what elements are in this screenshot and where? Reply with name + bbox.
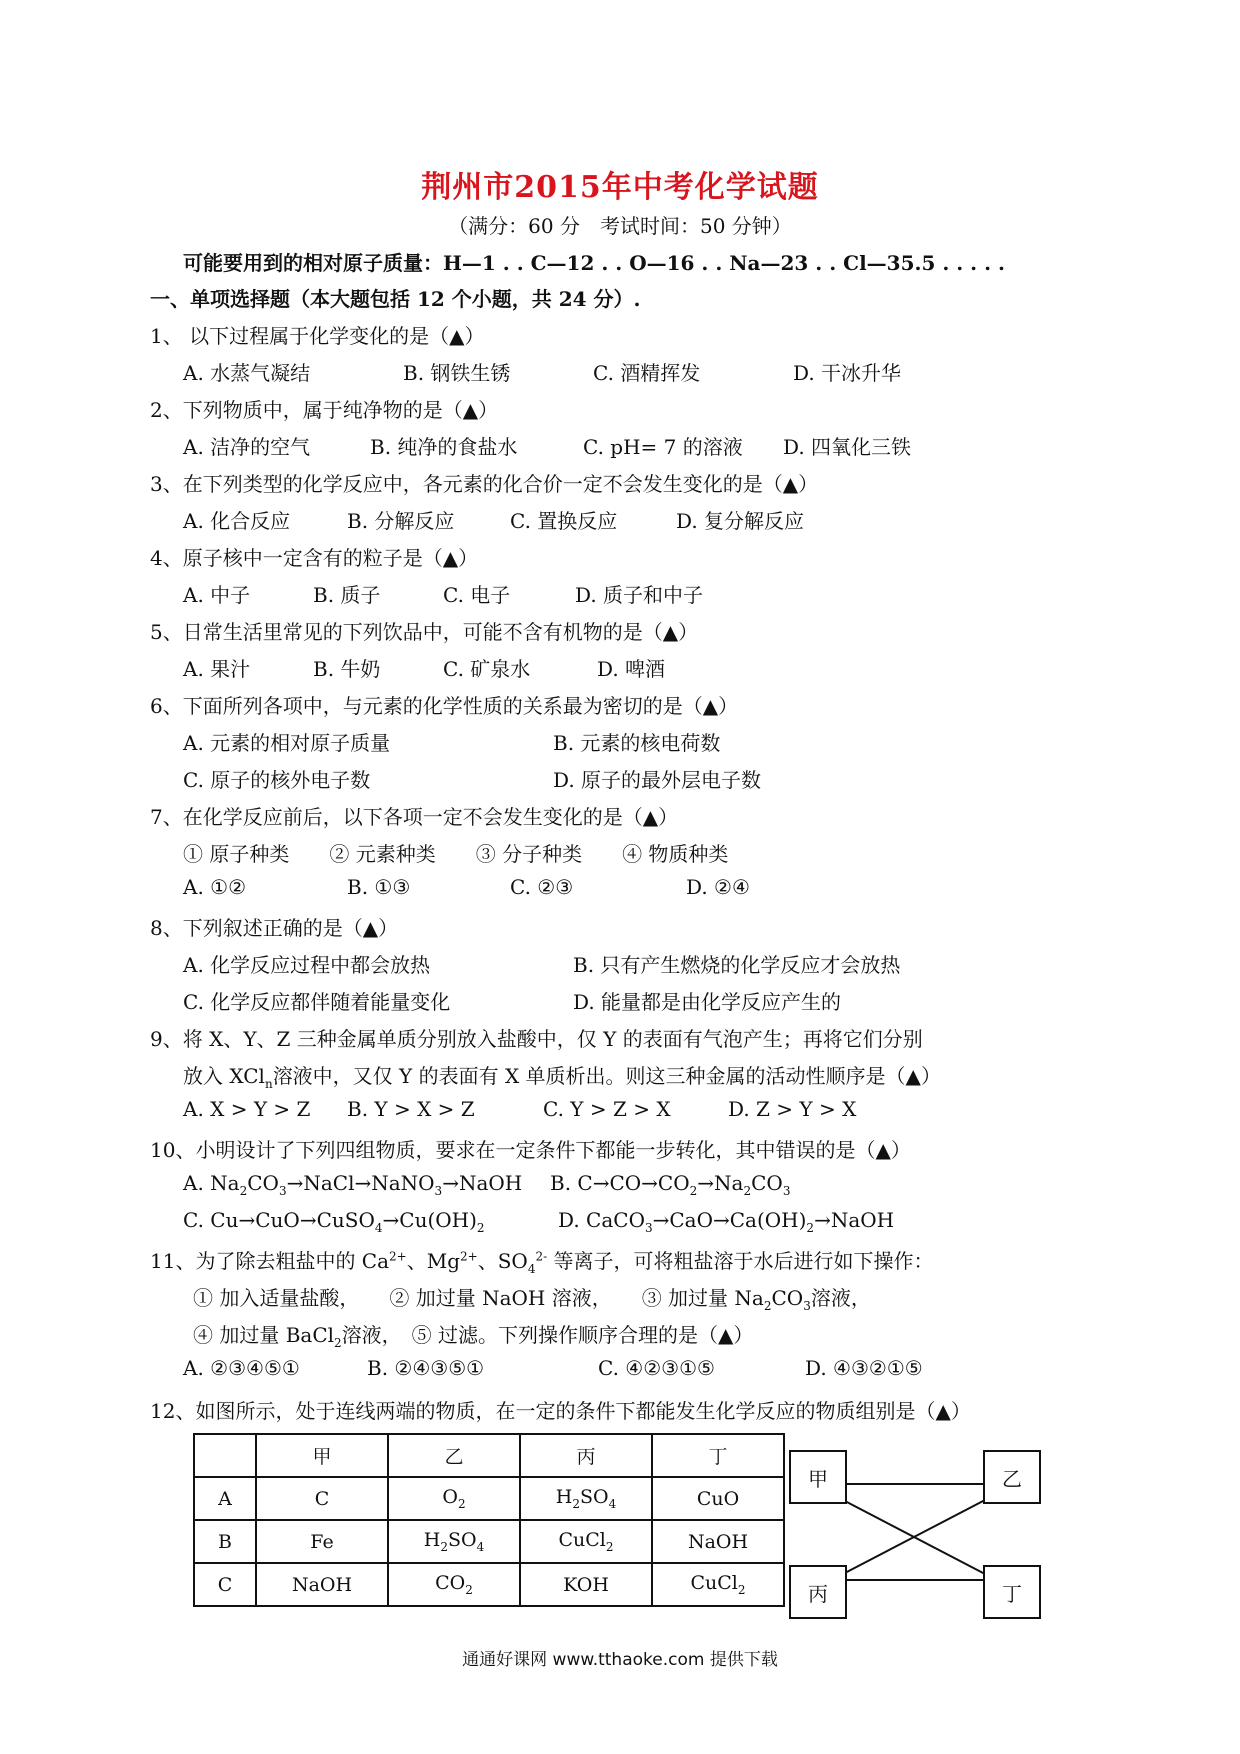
q4-option-d: D. 质子和中子 [575,583,704,607]
table-cell: CuCl$_2$ [652,1563,784,1606]
table-header-cell: 丙 [520,1434,652,1477]
q4-option-b: B. 质子 [313,583,381,607]
q3-option-d: D. 复分解反应 [676,509,805,533]
question-7-stem: 7、在化学反应前后，以下各项一定不会发生变化的是（▲） [150,805,679,829]
q7-option-d: D. ②④ [686,875,750,899]
q8-option-d: D. 能量都是由化学反应产生的 [573,990,842,1014]
atomic-masses: 可能要用到的相对原子质量：H—1 . . C—12 . . O—16 . . Na—23 . . Cl—35.5 . . . . . [183,251,1006,275]
table-cell: NaOH [256,1563,388,1606]
q10-option-a: A. $Na_2CO_3\to NaCl\to NaNO_3\to NaOH$ [183,1171,523,1198]
q11-option-b: B. ②④③⑤① [367,1356,485,1380]
q5-option-d: D. 啤酒 [597,657,666,681]
q10-option-d: D. $CaCO_3\to CaO\to Ca(OH)_2\to NaOH$ [558,1208,895,1235]
q10-option-b: B. $C\to CO\to CO_2\to Na_2CO_3$ [550,1171,791,1198]
table-header-row [194,1434,784,1477]
q9-option-a: A. X > Y > Z [183,1097,311,1121]
question-12-stem: 12、如图所示，处于连线两端的物质，在一定的条件下都能发生化学反应的物质组别是（▲） [150,1399,971,1423]
diagram-node-bing: 丙 [789,1565,847,1619]
q5-option-b: B. 牛奶 [313,657,381,681]
q1-option-d: D. 干冰升华 [793,361,902,385]
table-cell: $O_2$ [388,1477,520,1520]
q7-option-c: C. ②③ [510,875,574,899]
q6-option-b: B. 元素的核电荷数 [553,731,721,755]
q11-option-a: A. ②③④⑤① [183,1356,300,1380]
q8-option-a: A. 化学反应过程中都会放热 [183,953,431,977]
q11-option-d: D. ④③②①⑤ [805,1356,923,1380]
table-cell: NaOH [652,1520,784,1563]
q7-items: ① 原子种类 ② 元素种类 ③ 分子种类 ④ 物质种类 [183,842,729,866]
table-cell: C [256,1477,388,1520]
table-cell: KOH [520,1563,652,1606]
table-cell: CuO [652,1477,784,1520]
q6-option-c: C. 原子的核外电子数 [183,768,371,792]
q2-option-b: B. 纯净的食盐水 [370,435,518,459]
question-2-stem: 2、下列物质中，属于纯净物的是（▲） [150,398,499,422]
q6-option-d: D. 原子的最外层电子数 [553,768,762,792]
q4-option-c: C. 电子 [443,583,511,607]
q9-option-c: C. Y > Z > X [543,1097,671,1121]
table-header-cell: 甲 [256,1434,388,1477]
table-cell: $H_2SO_4$ [520,1477,652,1520]
question-10-stem: 10、小明设计了下列四组物质，要求在一定条件下都能一步转化，其中错误的是（▲） [150,1138,911,1162]
diagram-node-ding: 丁 [983,1565,1041,1619]
table-cell: A [194,1477,256,1520]
table-cell: $H_2SO_4$ [388,1520,520,1563]
q7-option-b: B. ①③ [347,875,411,899]
q3-option-c: C. 置换反应 [510,509,618,533]
table-cell: Fe [256,1520,388,1563]
q8-option-b: B. 只有产生燃烧的化学反应才会放热 [573,953,901,977]
table-cell: CuCl$_2$ [520,1520,652,1563]
diagram-node-yi: 乙 [983,1450,1041,1504]
q3-option-b: B. 分解反应 [347,509,455,533]
question-9-stem-2: 放入 XCl$_n$溶液中，又仅 Y 的表面有 X 单质析出。则这三种金属的活动性顺序是（▲） [183,1064,941,1091]
substance-table [193,1433,785,1607]
table-header-cell: 丁 [652,1434,784,1477]
q2-option-a: A. 洁净的空气 [183,435,311,459]
q11-steps-1: ① 加入适量盐酸， ② 加过量 NaOH 溶液， ③ 加过量 $Na_2CO_3$溶液， [193,1286,871,1313]
question-9-stem: 9、将 X、Y、Z 三种金属单质分别放入盐酸中，仅 Y 的表面有气泡产生；再将它们分别 [150,1027,923,1051]
q6-option-a: A. 元素的相对原子质量 [183,731,391,755]
question-1-stem: 1、 以下过程属于化学变化的是（▲） [150,324,485,348]
table-row [194,1520,784,1563]
q5-option-a: A. 果汁 [183,657,251,681]
table-cell: C [194,1563,256,1606]
question-11-stem: 11、为了除去粗盐中的 $Ca^{2+}$、$Mg^{2+}$、$SO_4^{2-}$ 等离子，可将粗盐溶于水后进行如下操作： [150,1249,934,1276]
table-row [194,1477,784,1520]
q4-option-a: A. 中子 [183,583,251,607]
q2-option-d: D. 四氧化三铁 [783,435,912,459]
q11-steps-2: ④ 加过量 BaCl$_2$溶液， ⑤ 过滤。下列操作顺序合理的是（▲） [193,1323,754,1350]
q11-option-c: C. ④②③①⑤ [598,1356,715,1380]
question-3-stem: 3、在下列类型的化学反应中，各元素的化合价一定不会发生变化的是（▲） [150,472,819,496]
question-4-stem: 4、原子核中一定含有的粒子是（▲） [150,546,479,570]
q5-option-c: C. 矿泉水 [443,657,531,681]
q9-option-d: D. Z > Y > X [728,1097,857,1121]
q10-option-c: C. $Cu\to CuO\to CuSO_4\to Cu(OH)_2$ [183,1208,485,1235]
question-5-stem: 5、日常生活里常见的下列饮品中，可能不含有机物的是（▲） [150,620,699,644]
table-cell: $CO_2$ [388,1563,520,1606]
q1-option-b: B. 钢铁生锈 [403,361,511,385]
table-row [194,1563,784,1606]
table-header-cell [194,1434,256,1477]
exam-info: （满分：60 分 考试时间：50 分钟） [448,214,792,238]
page-title: 荆州市2015年中考化学试题 [421,170,819,205]
q1-option-c: C. 酒精挥发 [593,361,701,385]
footer-source: 通通好课网 www.tthaoke.com 提供下载 [462,1650,778,1670]
q9-option-b: B. Y > X > Z [347,1097,475,1121]
table-header-cell: 乙 [388,1434,520,1477]
table-cell: B [194,1520,256,1563]
question-6-stem: 6、下面所列各项中，与元素的化学性质的关系最为密切的是（▲） [150,694,739,718]
q2-option-c: C. pH= 7 的溶液 [583,435,743,459]
diagram-node-jia: 甲 [789,1450,847,1504]
question-8-stem: 8、下列叙述正确的是（▲） [150,916,399,940]
section-heading: 一、单项选择题（本大题包括 12 个小题，共 24 分）. [150,287,641,311]
q3-option-a: A. 化合反应 [183,509,291,533]
q8-option-c: C. 化学反应都伴随着能量变化 [183,990,451,1014]
q1-option-a: A. 水蒸气凝结 [183,361,311,385]
q7-option-a: A. ①② [183,875,247,899]
